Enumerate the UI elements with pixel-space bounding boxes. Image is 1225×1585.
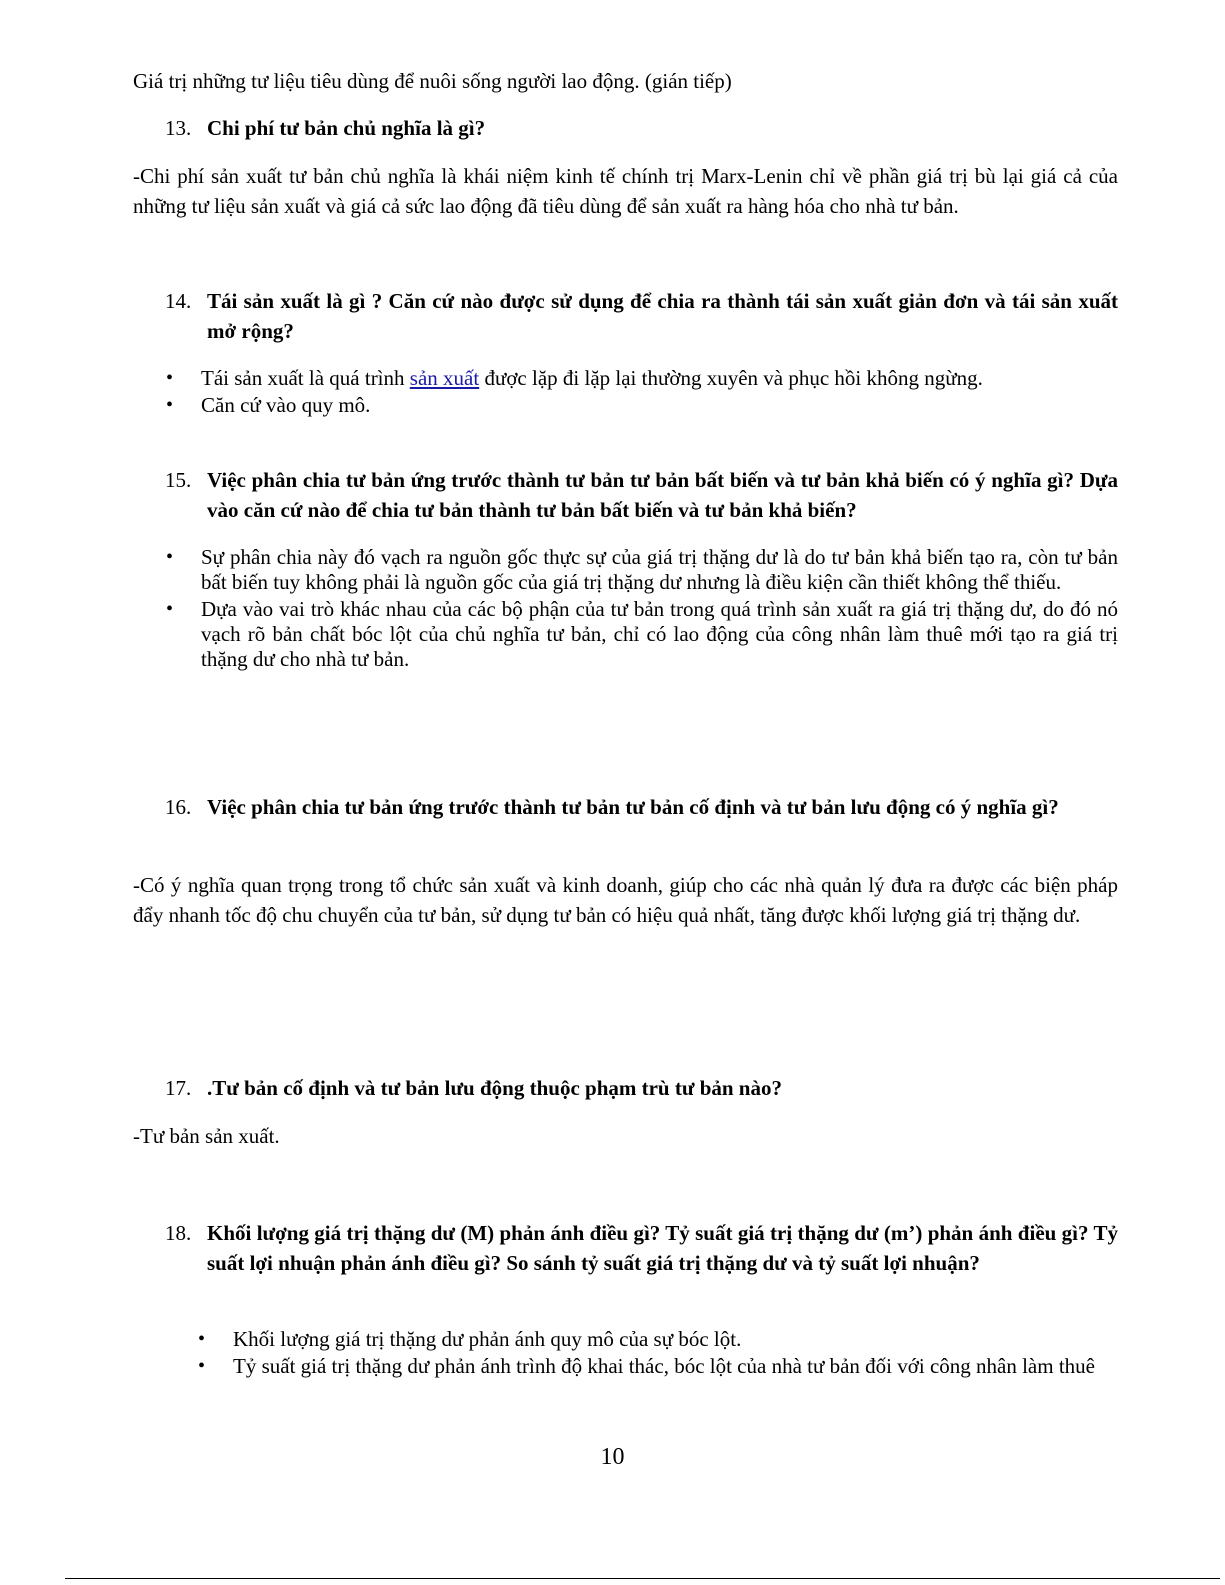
question-18	[165, 1218, 1118, 1278]
footer-divider	[65, 1578, 1220, 1579]
question-text: Việc phân chia tư bản ứng trước thành tư bản tư bản bất biến và tư bản khả biến có ý nghĩa gì? Dựa vào căn cứ nào để chia tư bản thành tư bản bất biến và tư bản khả biến?	[207, 468, 1118, 522]
list-item-text: Tỷ suất giá trị thặng dư phản ánh trình độ khai thác, bóc lột của nhà tư bản đối với công nhân làm thuê	[233, 1354, 1095, 1378]
question-text: Chi phí tư bản chủ nghĩa là gì?	[207, 116, 486, 140]
list-item-text	[201, 366, 983, 390]
intro-line: Giá trị những tư liệu tiêu dùng để nuôi sống người lao động. (gián tiếp)	[133, 69, 732, 93]
page-number: 10	[600, 1444, 625, 1470]
question-text: Việc phân chia tư bản ứng trước thành tư bản tư bản cố định và tư bản lưu động có ý nghĩa gì?	[207, 795, 1059, 819]
list-item	[165, 545, 1118, 595]
question-14	[165, 286, 1118, 346]
bullet-icon: •	[166, 394, 174, 416]
sản-xuất-link[interactable]: sản xuất	[409, 366, 480, 390]
text-run: Tái sản xuất là quá trình	[201, 366, 410, 390]
bullet-icon: •	[166, 367, 174, 389]
question-15	[165, 465, 1118, 525]
text-run: được lặp đi lặp lại thường xuyên và phục hồi không ngừng.	[479, 366, 983, 390]
bullet-icon: •	[166, 598, 174, 620]
answer-15-list	[165, 545, 1118, 674]
list-item-text: Căn cứ vào quy mô.	[201, 393, 371, 417]
list-item-text: Dựa vào vai trò khác nhau của các bộ phận của tư bản trong quá trình sản xuất ra giá trị thặng dư, do đó nó vạch rõ bản chất bóc lột của chủ nghĩa tư bản, chỉ có lao động của công nhân làm thuê mới tạo ra giá trị thặng dư cho nhà tư bản.	[201, 597, 1118, 671]
bullet-icon: •	[198, 1328, 206, 1350]
question-number: 17.	[165, 1076, 192, 1100]
list-item-text: Khối lượng giá trị thặng dư phản ánh quy mô của sự bóc lột.	[233, 1327, 742, 1351]
list-item	[197, 1327, 1118, 1352]
question-number: 15.	[165, 468, 192, 492]
list-item	[165, 393, 1118, 418]
question-number: 14.	[165, 289, 192, 313]
answer-14-list	[165, 366, 1118, 420]
question-number: 16.	[165, 795, 192, 819]
question-13	[165, 113, 1118, 143]
list-item-text: Sự phân chia này đó vạch ra nguồn gốc thực sự của giá trị thặng dư là do tư bản khả biến tạo ra, còn tư bản bất biến tuy không phải là nguồn gốc của giá trị thặng dư nhưng là điều kiện cần thiết không thể thiếu.	[201, 545, 1118, 594]
question-number: 18.	[165, 1221, 192, 1245]
answer-18-list	[197, 1327, 1118, 1381]
question-text: .Tư bản cố định và tư bản lưu động thuộc phạm trù tư bản nào?	[207, 1076, 782, 1100]
bullet-icon: •	[198, 1355, 206, 1377]
question-17	[165, 1073, 1118, 1103]
answer-17: -Tư bản sản xuất.	[133, 1124, 280, 1148]
question-number: 13.	[165, 116, 192, 140]
question-text: Tái sản xuất là gì ? Căn cứ nào được sử dụng để chia ra thành tái sản xuất giản đơn và tái sản xuất mở rộng?	[207, 289, 1118, 343]
bullet-icon: •	[166, 546, 174, 568]
question-16	[165, 792, 1118, 822]
list-item	[165, 366, 1118, 391]
answer-16: -Có ý nghĩa quan trọng trong tổ chức sản xuất và kinh doanh, giúp cho các nhà quản lý đưa ra được các biện pháp đẩy nhanh tốc độ chu chuyển của tư bản, sử dụng tư bản có hiệu quả nhất, tăng được khối lượng giá trị thặng dư.	[133, 873, 1118, 927]
question-text: Khối lượng giá trị thặng dư (M) phản ánh điều gì? Tỷ suất giá trị thặng dư (m’) phản ánh điều gì? Tỷ suất lợi nhuận phản ánh điều gì? So sánh tỷ suất giá trị thặng dư và tỷ suất lợi nhuận?	[207, 1221, 1118, 1275]
list-item	[197, 1354, 1118, 1379]
answer-13: -Chi phí sản xuất tư bản chủ nghĩa là khái niệm kinh tế chính trị Marx-Lenin chỉ về phần giá trị bù lại giá cả của những tư liệu sản xuất và giá cả sức lao động đã tiêu dùng để sản xuất ra hàng hóa cho nhà tư bản.	[133, 164, 1118, 218]
list-item	[165, 597, 1118, 672]
